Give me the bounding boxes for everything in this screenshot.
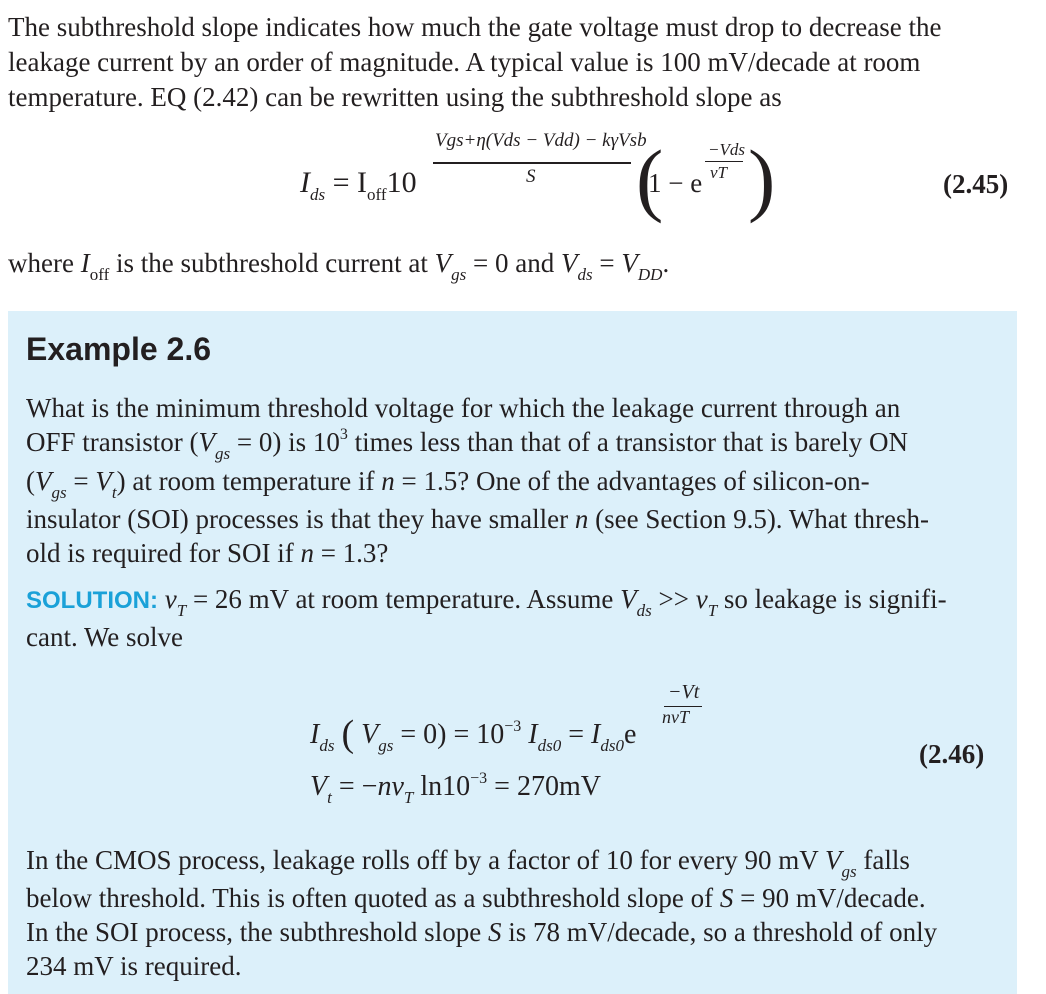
eq-right-paren: )	[748, 133, 776, 224]
conclusion-line-4: 234 mV is required.	[26, 951, 242, 981]
q-vgs: V	[198, 427, 216, 457]
example-box	[8, 311, 1017, 994]
q5-n: n	[300, 538, 314, 568]
eq46-vgs: V	[361, 719, 379, 750]
solution-label: SOLUTION:	[26, 587, 158, 614]
question-line-3c: ) at room temperature if	[116, 466, 382, 496]
solution-line-1c: so leakage is signifi-	[717, 584, 947, 614]
eq-exponent-fraction-bar	[433, 162, 631, 164]
question-exp-3: 3	[339, 426, 348, 443]
eq46-ids0: I	[528, 719, 538, 750]
eq46-vt-sub: t	[327, 788, 332, 807]
c-s2: S	[487, 917, 502, 947]
equation-2-45	[300, 128, 1020, 238]
where-text-1: where	[8, 248, 81, 278]
eq46-line1-a: = 0) = 10	[400, 719, 505, 750]
solution-line-2: cant. We solve	[26, 622, 184, 652]
question-line-3b: =	[66, 466, 96, 496]
c-vgs-sub: gs	[841, 862, 857, 881]
eq46-ids0-sub: ds0	[537, 736, 562, 755]
eq46-vgs-sub: gs	[378, 736, 394, 755]
eq46-line1-exp: −3	[504, 718, 522, 735]
eq46-e-exp-den: nvT	[662, 707, 689, 727]
eq-2-46-number: (2.46)	[919, 739, 985, 769]
q4-n: n	[574, 504, 589, 534]
eq-e-exp-den: vT	[710, 163, 727, 182]
conclusion-line-2a: below threshold. This is often quoted as a subthreshold slope of	[26, 883, 720, 913]
s-vds-sub: ds	[636, 601, 652, 620]
conclusion-line-2b: = 90 mV/decade.	[733, 883, 926, 913]
question-line-2b: = 0) is 10	[230, 427, 340, 457]
where-line	[8, 246, 1018, 284]
eq-exponent-denominator: S	[526, 166, 536, 187]
q3-n: n	[381, 466, 395, 496]
eq46-line2-exp: −3	[470, 770, 488, 787]
q-vgs-sub: gs	[215, 444, 231, 463]
where-text-2: is the subthreshold current at	[109, 248, 435, 278]
solution-line-1b: >>	[651, 584, 696, 614]
where-text-3: = 0 and	[466, 248, 562, 278]
conclusion-paragraph	[26, 843, 1006, 983]
eq46-nvt: nv	[377, 771, 404, 802]
eq-e-exp-num: −Vds	[708, 140, 745, 159]
question-line-5b: = 1.3?	[313, 538, 389, 568]
eq46-nvt-sub: T	[403, 788, 414, 807]
eq-e-exp-bar	[705, 161, 743, 162]
where-ioff: I	[80, 248, 90, 278]
eq-2-46-line-1	[310, 709, 636, 753]
question-line-2c: times less than that of a transistor that is barely ON	[347, 427, 909, 457]
eq46-line2-a: = −	[331, 771, 378, 802]
eq46-ids0b-sub: ds0	[600, 736, 624, 755]
where-text-5: .	[662, 248, 670, 278]
where-vds: V	[561, 248, 578, 278]
where-ioff-sub: off	[89, 265, 110, 284]
eq46-ids0b: I	[591, 719, 601, 750]
question-line-2a: OFF transistor (	[26, 427, 199, 457]
eq46-ids-sub: ds	[319, 736, 335, 755]
where-text-4: =	[592, 248, 622, 278]
eq46-e-exp-num: −Vt	[668, 681, 700, 703]
conclusion-line-3a: In the SOI process, the subthreshold slope	[26, 917, 488, 947]
q3-vt: V	[95, 466, 112, 496]
solution-line-1a: = 26 mV at room temperature. Assume	[186, 584, 621, 614]
s-vt-sub: T	[176, 601, 187, 620]
conclusion-line-1a: In the CMOS process, leakage rolls off by a factor of 10 for every 90 mV	[26, 845, 826, 875]
s-vds: V	[620, 584, 637, 614]
solution-paragraph	[26, 582, 1006, 654]
eq-left-paren: (	[636, 133, 664, 224]
intro-line-3: temperature. EQ (2.42) can be rewritten using the subthreshold slope as	[8, 82, 782, 112]
eq-base-10: 10	[386, 166, 417, 199]
where-vdd-sub: DD	[637, 265, 663, 284]
q3-vgs: V	[35, 466, 52, 496]
eq46-line2-c: = 270mV	[487, 771, 601, 802]
intro-line-2: leakage current by an order of magnitude. A typical value is 100 mV/decade at room	[8, 47, 921, 77]
intro-paragraph	[8, 10, 1018, 115]
where-vgs: V	[434, 248, 452, 278]
intro-line-1: The subthreshold slope indicates how much the gate voltage must drop to decrease the	[8, 12, 942, 42]
c-vgs: V	[825, 845, 842, 875]
eq46-line2-b: ln10	[413, 771, 471, 802]
conclusion-line-3b: is 78 mV/decade, so a threshold of only	[501, 917, 938, 947]
eq-2-46-line-2	[310, 770, 601, 807]
q3-vt-sub: t	[111, 483, 117, 502]
question-line-3a: (	[26, 466, 35, 496]
where-vds-sub: ds	[577, 265, 593, 284]
c-s: S	[719, 883, 734, 913]
eq46-line1-b: =	[561, 719, 592, 750]
eq-2-45-number: (2.45)	[943, 169, 1009, 199]
conclusion-line-1b: falls	[856, 845, 910, 875]
s-vt2: v	[695, 584, 708, 614]
question-line-4: insulator (SOI) processes is that they have smaller	[26, 504, 575, 534]
eq-lhs-sub: ds	[310, 185, 326, 204]
eq46-ids: I	[310, 719, 320, 750]
question-line-1: What is the minimum threshold voltage for which the leakage current through an	[26, 393, 901, 423]
eq46-vt: V	[310, 771, 328, 802]
s-vt2-sub: T	[707, 601, 718, 620]
q3-vgs-sub: gs	[51, 483, 67, 502]
eq46-e: e	[623, 719, 637, 750]
eq-lhs-i: I	[300, 166, 310, 199]
example-question	[26, 391, 1006, 570]
eq-2-45-main	[300, 166, 417, 204]
example-title: Example 2.6	[26, 331, 211, 367]
where-vgs-sub: gs	[451, 265, 467, 284]
eq-exponent-numerator: Vgs+η(Vds − Vdd) − kγVsb	[435, 130, 647, 151]
question-line-5: old is required for SOI if	[26, 538, 301, 568]
question-line-4b: (see Section 9.5). What thresh-	[588, 504, 930, 534]
eq-equals-ioff: = I	[332, 166, 368, 199]
eq46-lparen: (	[341, 713, 355, 755]
where-vdd: V	[621, 248, 638, 278]
s-vt: v	[164, 584, 177, 614]
eq-ioff-sub: off	[367, 185, 387, 204]
eq-paren-body: 1 − e	[648, 168, 703, 198]
question-line-3d: = 1.5? One of the advantages of silicon-on-	[394, 466, 870, 496]
